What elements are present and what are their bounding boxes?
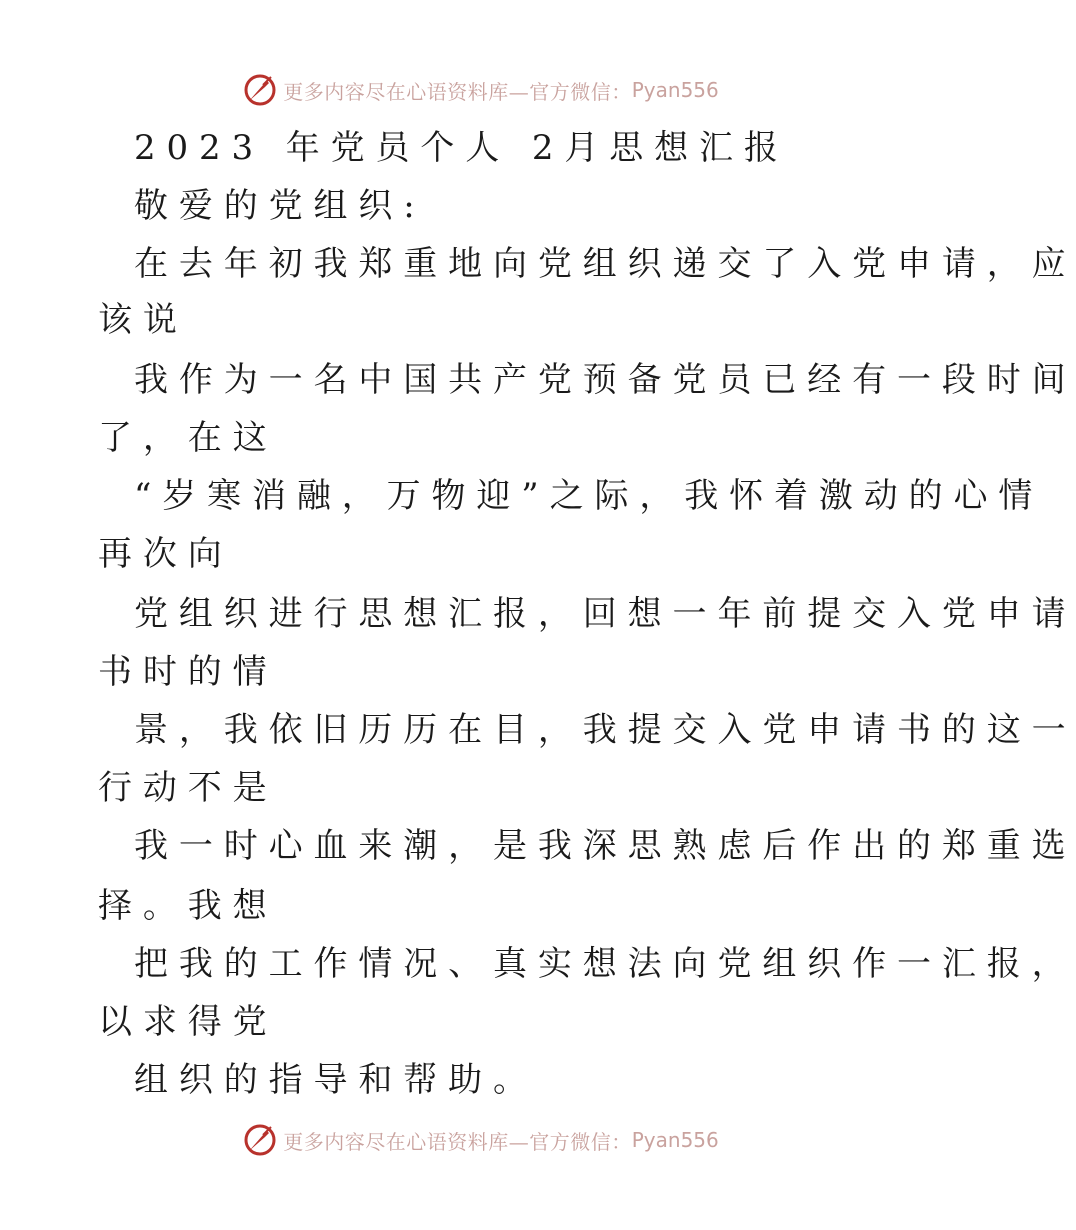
body-line: 书时的情 <box>98 652 278 692</box>
body-line: 党组织进行思想汇报，回想一年前提交入党申请 <box>134 594 1076 634</box>
salutation: 敬爱的党组织: <box>134 186 426 226</box>
quill-logo-icon <box>243 73 277 107</box>
body-line: 我作为一名中国共产党预备党员已经有一段时间 <box>134 360 1076 400</box>
watermark-banner-bottom <box>0 1120 950 1160</box>
body-line: “岁寒消融，万物迎”之际，我怀着激动的心情 <box>134 476 1044 516</box>
body-line: 在去年初我郑重地向党组织递交了入党申请，应 <box>134 244 1076 284</box>
quill-logo-icon <box>243 1123 277 1157</box>
body-line: 了，在这 <box>98 418 278 458</box>
watermark-text: 更多内容尽在心语资料库—官方微信： <box>283 1129 632 1154</box>
body-line: 我一时心血来潮，是我深思熟虑后作出的郑重选 <box>134 826 1076 866</box>
watermark-banner-top <box>0 70 950 110</box>
body-line: 行动不是 <box>98 768 278 808</box>
body-line: 该说 <box>98 300 188 340</box>
document-title: 2023 年党员个人 2月思想汇报 <box>134 128 789 168</box>
body-line: 以求得党 <box>98 1002 278 1042</box>
watermark-wechat-id: Pyan556 <box>631 1128 719 1152</box>
body-line: 景，我依旧历历在目，我提交入党申请书的这一 <box>134 710 1076 750</box>
watermark-wechat-id: Pyan556 <box>631 78 719 102</box>
body-line: 再次向 <box>98 534 233 574</box>
body-line: 择。我想 <box>98 886 278 926</box>
body-line: 组织的指导和帮助。 <box>134 1060 538 1100</box>
watermark-text: 更多内容尽在心语资料库—官方微信： <box>283 79 632 104</box>
body-line: 把我的工作情况、真实想法向党组织作一汇报， <box>134 944 1076 984</box>
